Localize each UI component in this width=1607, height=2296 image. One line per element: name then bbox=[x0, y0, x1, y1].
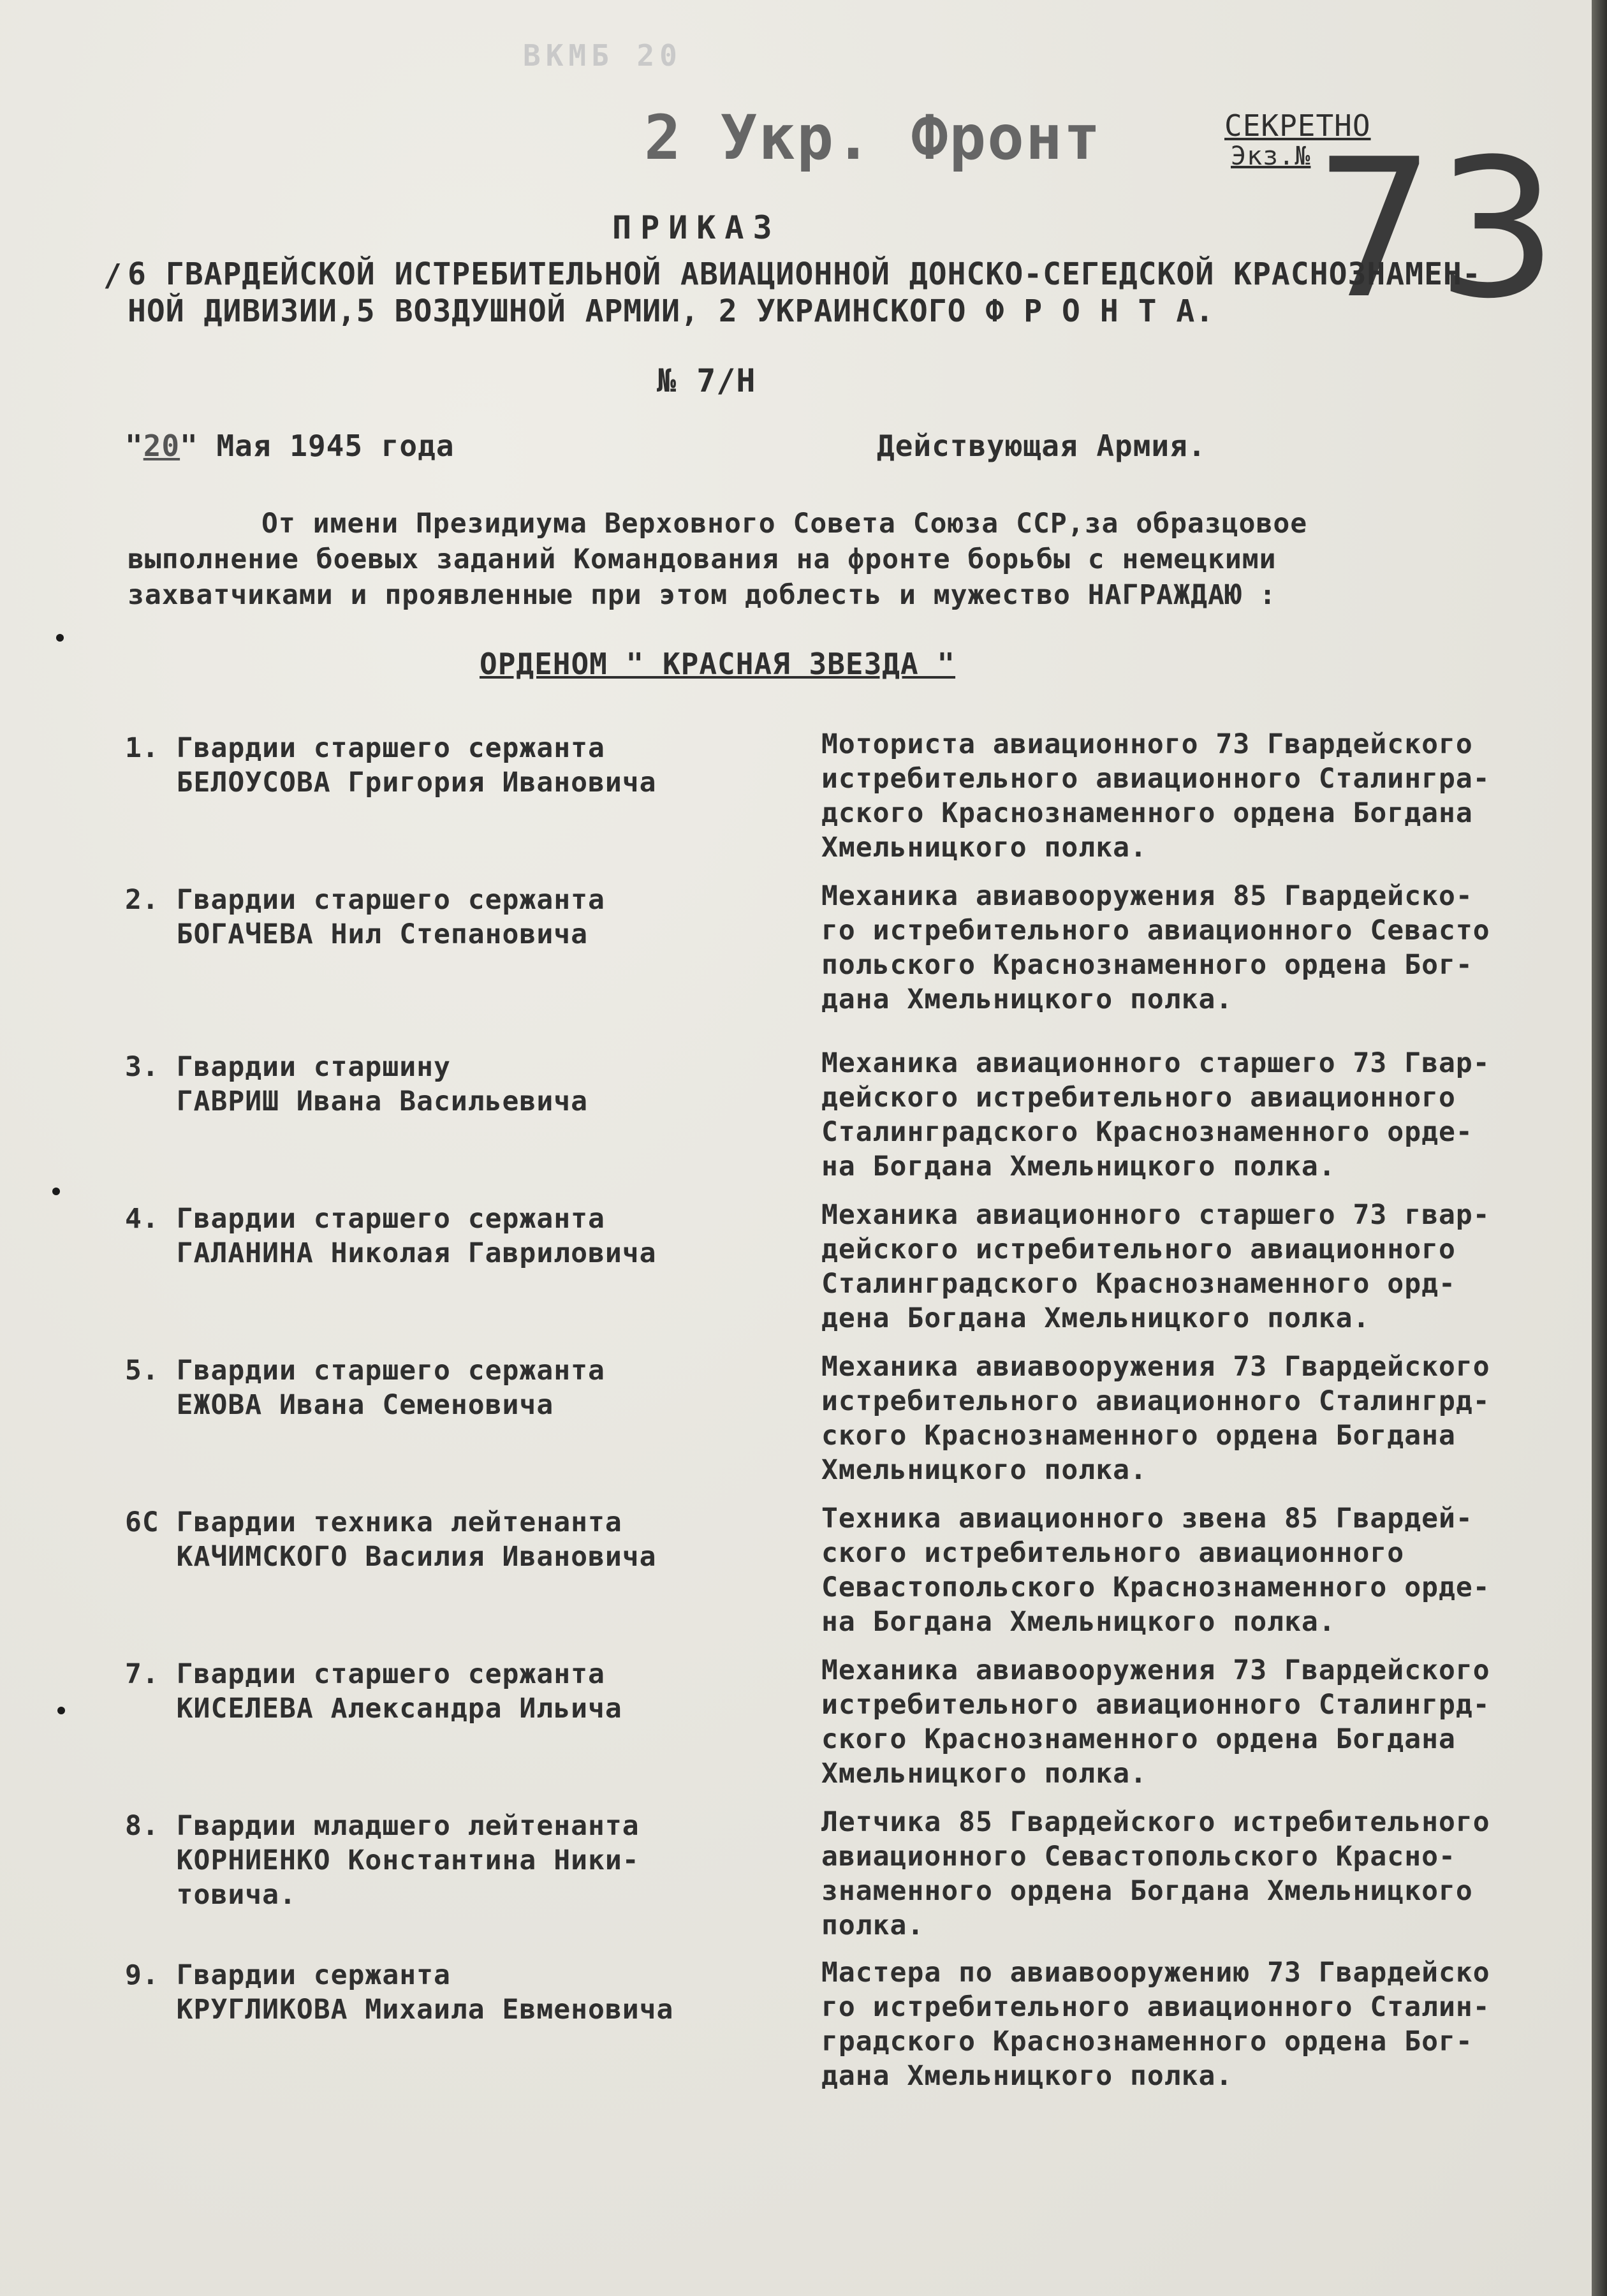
item-5-name: ЕЖОВА Ивана Семеновича bbox=[125, 1389, 554, 1421]
archive-stamp: ВКМБ 20 bbox=[523, 38, 682, 73]
item-8-desc-3: знаменного ордена Богдана Хмельницкого bbox=[821, 1875, 1473, 1907]
item-5-rank: 5. Гвардии старшего сержанта bbox=[125, 1355, 605, 1387]
item-3-name: ГАВРИШ Ивана Васильевича bbox=[125, 1085, 588, 1117]
item-9-name: КРУГЛИКОВА Михаила Евменовича bbox=[125, 1994, 674, 2026]
item-9-rank: 9. Гвардии сержанта bbox=[125, 1959, 451, 1991]
handwritten-number: 73 bbox=[1314, 118, 1559, 341]
unit-line-2: НОЙ ДИВИЗИИ,5 ВОЗДУШНОЙ АРМИИ, 2 УКРАИНСКОГО Ф Р О Н Т А. bbox=[128, 293, 1215, 329]
secret-mark: СЕКРЕТНО bbox=[1224, 108, 1371, 143]
item-6-desc-2: ского истребительного авиационного bbox=[821, 1537, 1405, 1569]
item-3-desc-4: на Богдана Хмельницкого полка. bbox=[821, 1151, 1336, 1182]
item-9-desc-2: го истребительного авиационного Сталин- bbox=[821, 1991, 1490, 2023]
front-stamp: 2 Укр. Фронт bbox=[644, 102, 1102, 173]
date-open-quote: " bbox=[125, 429, 143, 463]
item-4-desc-2: дейского истребительного авиационного bbox=[821, 1233, 1456, 1265]
item-8-name-cont: товича. bbox=[125, 1879, 297, 1911]
item-6-desc-4: на Богдана Хмельницкого полка. bbox=[821, 1606, 1336, 1638]
item-5-desc-2: истребительного авиационного Сталингрд- bbox=[821, 1385, 1490, 1417]
item-7-rank: 7. Гвардии старшего сержанта bbox=[125, 1658, 605, 1690]
item-4-name: ГАЛАНИНА Николая Гавриловича bbox=[125, 1237, 657, 1269]
scan-edge bbox=[1592, 0, 1607, 2296]
item-3-desc-3: Сталинградского Краснознаменного орде- bbox=[821, 1116, 1473, 1148]
preamble-line-3: захватчиками и проявленные при этом доблесть и мужество НАГРАЖДАЮ : bbox=[128, 579, 1277, 611]
date-rest: " Мая 1945 года bbox=[180, 429, 455, 463]
binder-hole bbox=[56, 634, 64, 642]
item-6-desc-1: Техника авиационного звена 85 Гвардей- bbox=[821, 1503, 1473, 1534]
item-9-desc-3: градского Краснознаменного ордена Бог- bbox=[821, 2026, 1473, 2057]
unit-line-1: 6 ГВАРДЕЙСКОЙ ИСТРЕБИТЕЛЬНОЙ АВИАЦИОННОЙ ДОНСКО-СЕГЕДСКОЙ КРАСНОЗНАМЕН- bbox=[128, 256, 1481, 292]
item-7-desc-2: истребительного авиационного Сталингрд- bbox=[821, 1689, 1490, 1721]
item-8-desc-2: авиационного Севастопольского Красно- bbox=[821, 1841, 1456, 1873]
item-7-desc-1: Механика авиавооружения 73 Гвардейского bbox=[821, 1654, 1490, 1686]
item-2-desc-3: польского Краснознаменного ордена Бог- bbox=[821, 949, 1473, 981]
item-7-desc-4: Хмельницкого полка. bbox=[821, 1758, 1147, 1790]
item-2-name: БОГАЧЕВА Нил Степановича bbox=[125, 918, 588, 950]
army-label: Действующая Армия. bbox=[877, 429, 1207, 463]
item-8-desc-1: Летчика 85 Гвардейского истребительного bbox=[821, 1806, 1490, 1838]
item-2-desc-2: го истребительного авиационного Севасто bbox=[821, 915, 1490, 946]
item-1-name: БЕЛОУСОВА Григория Ивановича bbox=[125, 767, 657, 798]
item-5-desc-4: Хмельницкого полка. bbox=[821, 1454, 1147, 1486]
binder-hole bbox=[52, 1188, 60, 1195]
preamble-line-1: От имени Президиума Верховного Совета Союза ССР,за образцовое bbox=[261, 508, 1308, 540]
item-7-name: КИСЕЛЕВА Александра Ильича bbox=[125, 1693, 622, 1725]
item-5-desc-3: ского Краснознаменного ордена Богдана bbox=[821, 1420, 1456, 1452]
item-3-desc-2: дейского истребительного авиационного bbox=[821, 1082, 1456, 1114]
document-title: ПРИКАЗ bbox=[612, 209, 781, 246]
item-1-rank: 1. Гвардии старшего сержанта bbox=[125, 732, 605, 764]
item-9-desc-4: дана Хмельницкого полка. bbox=[821, 2060, 1233, 2092]
item-2-rank: 2. Гвардии старшего сержанта bbox=[125, 884, 605, 916]
preamble-line-2: выполнение боевых заданий Командования на фронте борьбы с немецкими bbox=[128, 543, 1277, 575]
item-4-desc-1: Механика авиационного старшего 73 гвар- bbox=[821, 1199, 1490, 1231]
item-9-desc-1: Мастера по авиавооружению 73 Гвардейско bbox=[821, 1957, 1490, 1989]
item-2-desc-4: дана Хмельницкого полка. bbox=[821, 983, 1233, 1015]
item-2-desc-1: Механика авиавооружения 85 Гвардейско- bbox=[821, 880, 1473, 912]
order-number: № 7/Н bbox=[657, 362, 756, 399]
copy-mark: Экз.№ bbox=[1231, 142, 1311, 171]
item-1-desc-1: Моториста авиационного 73 Гвардейского bbox=[821, 728, 1473, 760]
item-3-desc-1: Механика авиационного старшего 73 Гвар- bbox=[821, 1047, 1490, 1079]
order-date bbox=[125, 429, 455, 463]
margin-slash: / bbox=[103, 258, 122, 293]
item-6-rank: 6С Гвардии техника лейтенанта bbox=[125, 1506, 622, 1538]
item-8-name: КОРНИЕНКО Константина Ники- bbox=[125, 1844, 640, 1876]
item-4-rank: 4. Гвардии старшего сержанта bbox=[125, 1203, 605, 1235]
item-5-desc-1: Механика авиавооружения 73 Гвардейского bbox=[821, 1351, 1490, 1383]
item-4-desc-4: дена Богдана Хмельницкого полка. bbox=[821, 1302, 1370, 1334]
item-1-desc-3: дского Краснознаменного ордена Богдана bbox=[821, 797, 1473, 829]
date-day: 20 bbox=[143, 429, 180, 463]
item-1-desc-4: Хмельницкого полка. bbox=[821, 832, 1147, 864]
item-7-desc-3: ского Краснознаменного ордена Богдана bbox=[821, 1723, 1456, 1755]
binder-hole bbox=[57, 1707, 65, 1714]
item-1-desc-2: истребительного авиационного Сталингра- bbox=[821, 763, 1490, 795]
item-8-rank: 8. Гвардии младшего лейтенанта bbox=[125, 1810, 640, 1842]
item-3-rank: 3. Гвардии старшину bbox=[125, 1051, 451, 1083]
item-4-desc-3: Сталинградского Краснознаменного орд- bbox=[821, 1268, 1456, 1300]
order-name: ОРДЕНОМ " КРАСНАЯ ЗВЕЗДА " bbox=[480, 647, 956, 681]
item-6-desc-3: Севастопольского Краснознаменного орде- bbox=[821, 1571, 1490, 1603]
item-8-desc-4: полка. bbox=[821, 1910, 925, 1941]
item-6-name: КАЧИМСКОГО Василия Ивановича bbox=[125, 1541, 657, 1573]
